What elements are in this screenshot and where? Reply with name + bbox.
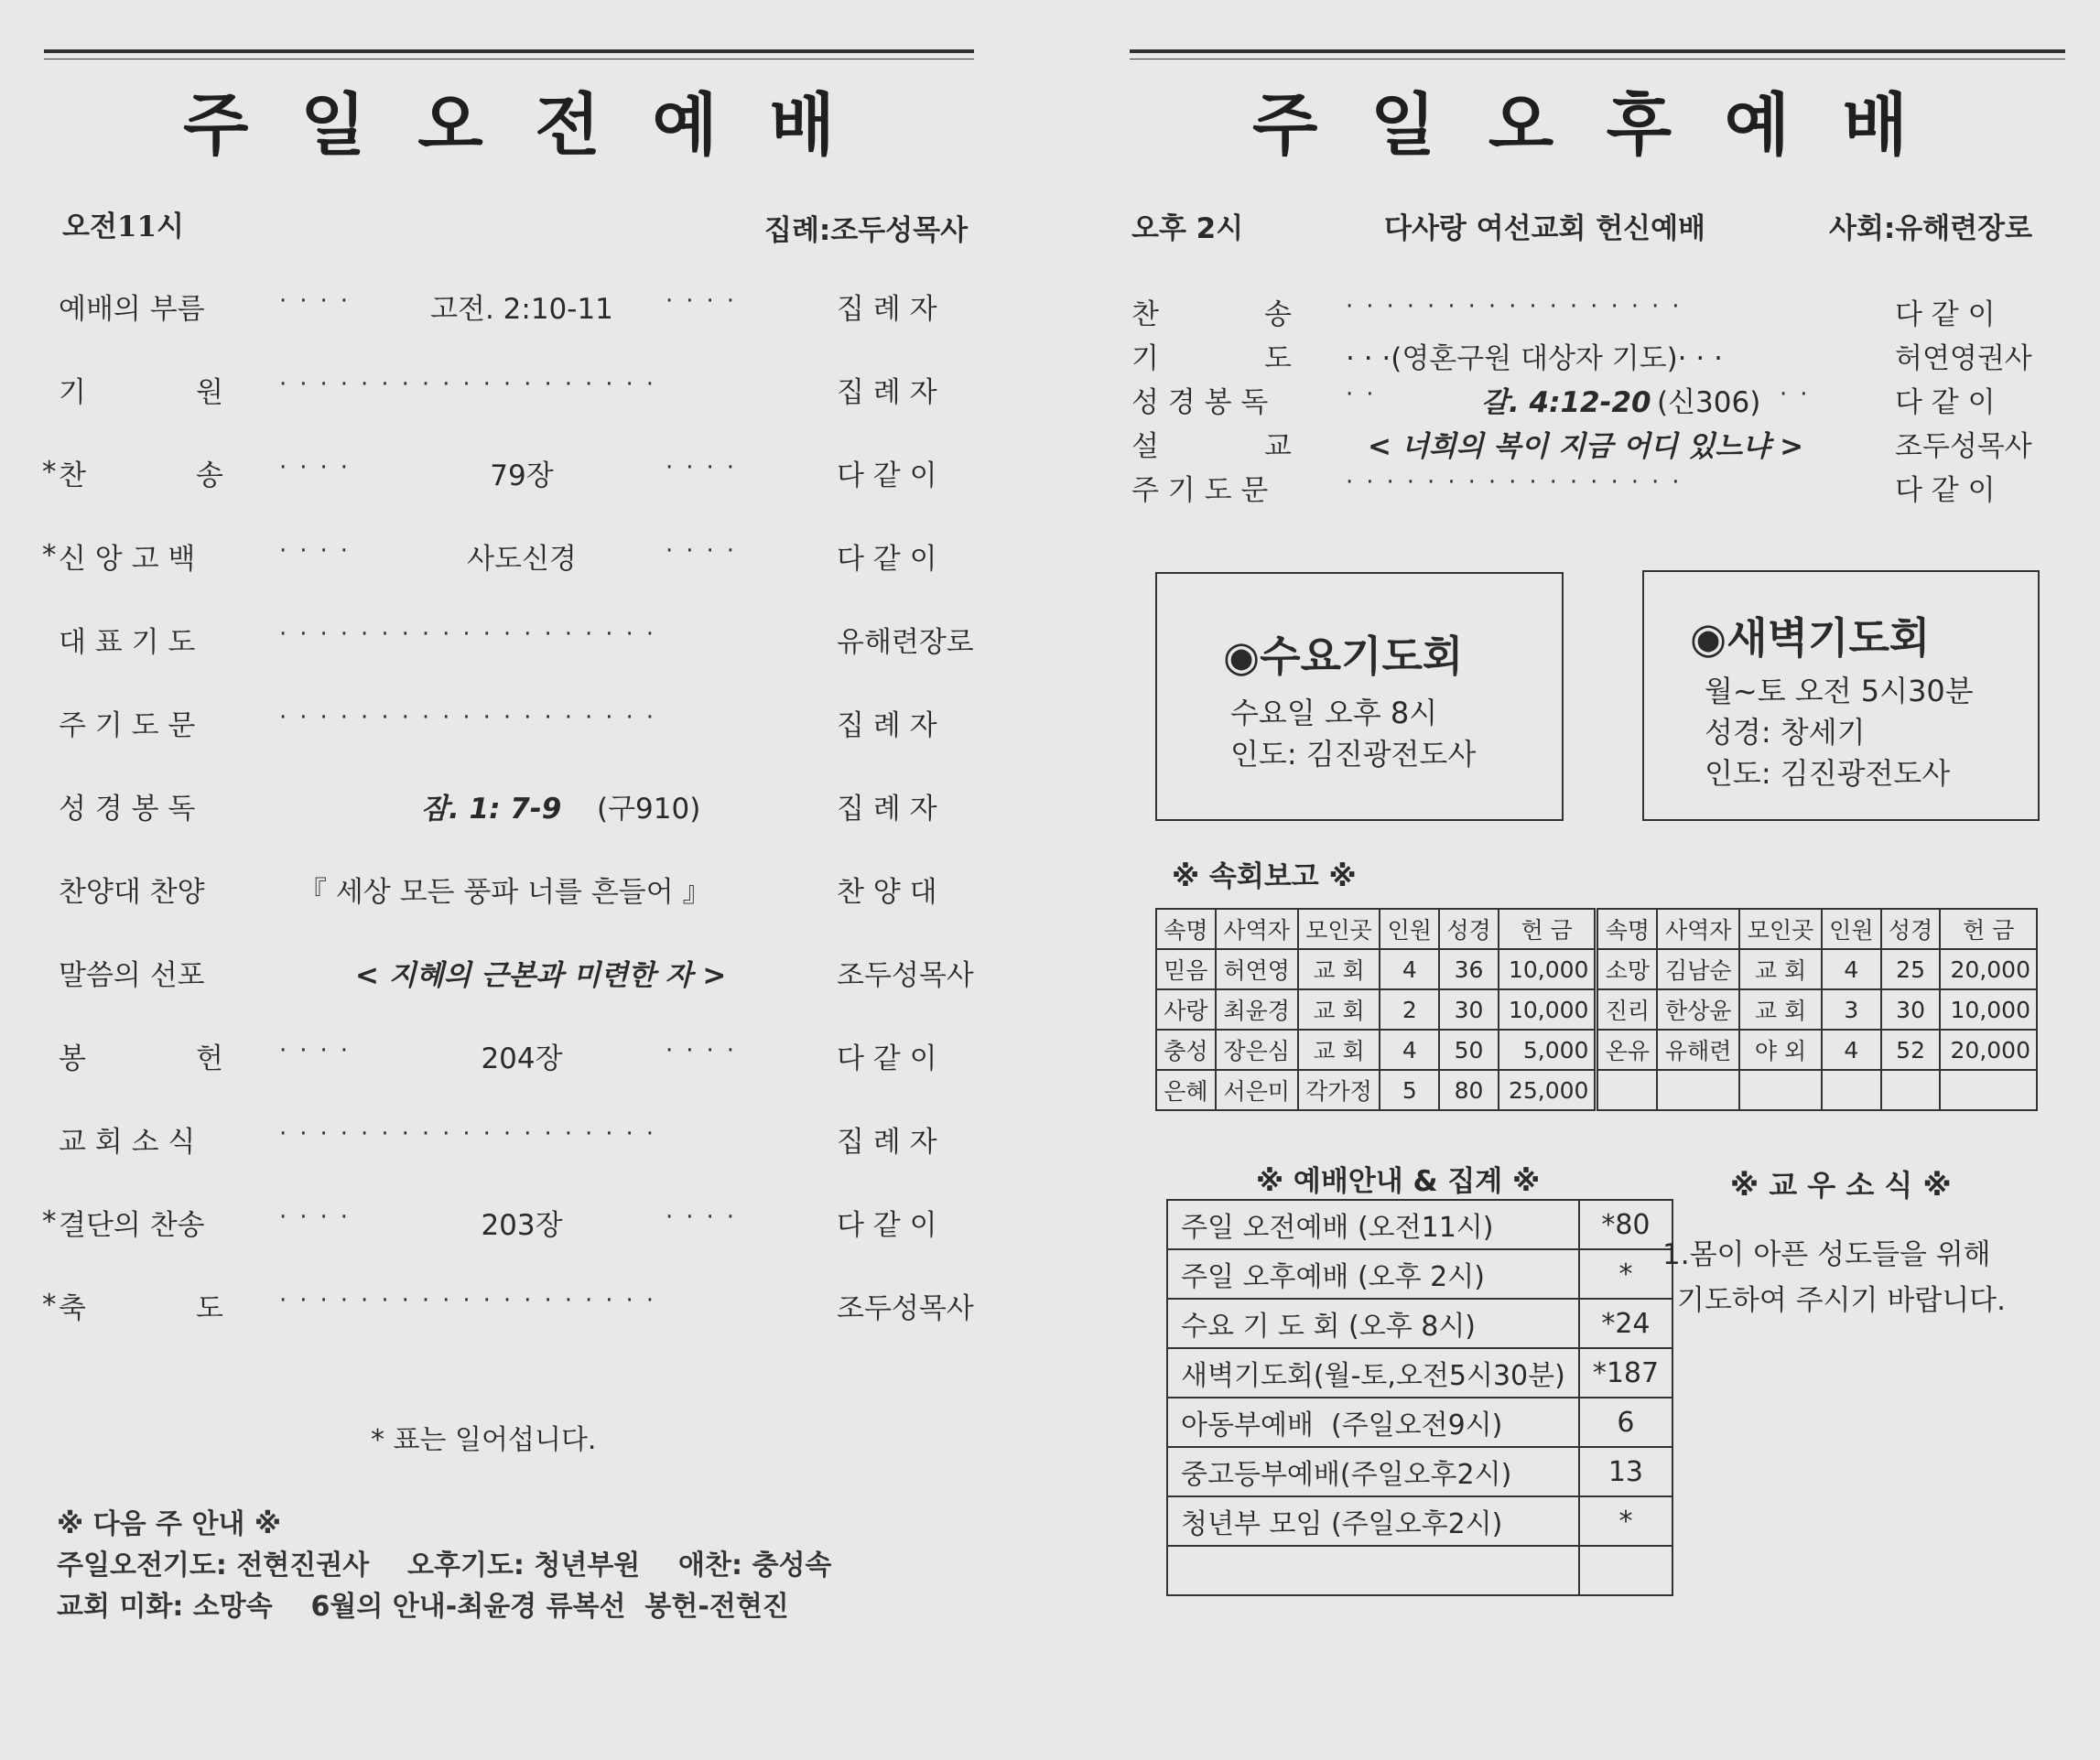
order-item-label: 예배의 부름 <box>59 293 205 326</box>
order-item-detail: (구910) <box>597 793 701 826</box>
afternoon-title-char: 배 <box>1842 86 1908 165</box>
table-cell: 20,000 <box>1940 949 2037 989</box>
afternoon-top-rule <box>1130 49 2065 53</box>
standing-mark: * <box>42 456 57 489</box>
table-cell: 서은미 <box>1216 1070 1298 1110</box>
order-item-label: 말씀의 선포 <box>59 959 205 992</box>
dot-leader: ················· <box>1346 469 1693 496</box>
table-cell: 4 <box>1380 1030 1439 1070</box>
order-item-leader: 허연영권사 <box>1895 342 2032 375</box>
attendance-count: * <box>1579 1249 1672 1299</box>
morning-title-char: 배 <box>769 86 835 165</box>
dot-leader: ···· <box>279 537 362 565</box>
afternoon-time: 오후 2시 <box>1131 212 1244 245</box>
table-cell <box>1597 1070 1657 1110</box>
wednesday-prayer-leader: 인도: 김진광전도사 <box>1230 737 1477 772</box>
label-char: 축 <box>59 1292 86 1325</box>
table-cell: 유해련 <box>1657 1030 1739 1070</box>
standing-mark: * <box>42 1205 57 1238</box>
dot-leader: ···· <box>279 287 362 315</box>
afternoon-title-char: 예 <box>1724 86 1791 165</box>
dot-leader: ·· <box>1780 381 1821 408</box>
table-header-row <box>1156 909 2037 949</box>
order-item-leader: 다 같 이 <box>1895 474 1996 507</box>
dot-leader: ··················· <box>279 704 667 731</box>
order-item-leader: 다 같 이 <box>1895 298 1996 331</box>
service-name: 새벽기도회(월-토,오전5시30분) <box>1167 1348 1579 1398</box>
label-char: 설 <box>1131 430 1159 463</box>
morning-title-char: 전 <box>535 86 601 165</box>
afternoon-title-char: 주 <box>1252 86 1318 165</box>
attendance-count <box>1579 1546 1672 1595</box>
dot-leader: ···· <box>666 537 748 565</box>
service-name: 중고등부예배(주일오후2시) <box>1167 1447 1579 1496</box>
order-item-label <box>59 452 223 493</box>
order-item-leader: 다 같 이 <box>1895 386 1996 419</box>
order-item-label <box>1131 291 1292 332</box>
next-week-line1: 주일오전기도: 전현진권사 오후기도: 청년부원 애찬: 충성속 <box>57 1549 832 1582</box>
label-char: 도 <box>1264 342 1292 375</box>
order-item-leader: 다 같 이 <box>837 543 937 576</box>
order-item-leader: 집 례 자 <box>837 1126 937 1159</box>
table-cell: 50 <box>1439 1030 1499 1070</box>
column-header: 사역자 <box>1216 909 1298 949</box>
column-header: 헌 금 <box>1940 909 2037 949</box>
attendance-count: * <box>1579 1496 1672 1546</box>
order-item-label: 신 앙 고 백 <box>59 543 196 576</box>
service-name: 주일 오전예배 (오전11시) <box>1167 1200 1579 1249</box>
order-item-detail: 사도신경 <box>467 543 577 576</box>
order-item-detail: 『 세상 모든 풍파 너를 흔들어 』 <box>298 876 711 909</box>
dot-leader: ···· <box>279 454 362 481</box>
table-cell: 한상윤 <box>1657 989 1739 1030</box>
label-char: 기 <box>59 376 86 409</box>
table-cell: 25,000 <box>1499 1070 1597 1110</box>
column-header: 성경 <box>1439 909 1499 949</box>
table-cell: 장은심 <box>1216 1030 1298 1070</box>
table-cell: 5 <box>1380 1070 1439 1110</box>
attendance-title: ※ 예배안내 & 집계 ※ <box>1256 1165 1541 1198</box>
members-news-line2: 기도하여 주시기 바랍니다. <box>1677 1284 2006 1317</box>
table-cell: 30 <box>1439 989 1499 1030</box>
cell-report-title: ※ 속회보고 ※ <box>1172 860 1357 893</box>
afternoon-officiant: 사회:유해련장로 <box>1829 212 2033 245</box>
order-item-label: 찬양대 찬양 <box>59 876 205 909</box>
table-cell: 야 외 <box>1739 1030 1822 1070</box>
order-item-label <box>59 369 223 410</box>
table-cell: 3 <box>1822 989 1881 1030</box>
order-item-label <box>59 1035 223 1076</box>
order-item-leader: 조두성목사 <box>837 1292 974 1325</box>
order-item-label: 주 기 도 문 <box>1131 474 1269 507</box>
table-cell: 진리 <box>1597 989 1657 1030</box>
table-row <box>1156 949 2037 989</box>
next-week-title: ※ 다음 주 안내 ※ <box>57 1508 282 1540</box>
order-item-label: 대 표 기 도 <box>59 626 196 659</box>
table-row <box>1167 1447 1672 1496</box>
table-cell: 사랑 <box>1156 989 1216 1030</box>
order-item-label <box>1131 335 1292 376</box>
label-char: 기 <box>1131 342 1159 375</box>
table-cell: 4 <box>1822 949 1881 989</box>
order-item-detail-emphasis: 잠. 1: 7-9 <box>421 793 562 826</box>
table-cell: 온유 <box>1597 1030 1657 1070</box>
members-news-title: ※ 교 우 소 식 ※ <box>1730 1168 1952 1203</box>
dot-leader: ·· <box>1346 381 1387 408</box>
table-row <box>1167 1200 1672 1249</box>
dawn-prayer-leader: 인도: 김진광전도사 <box>1705 756 1951 791</box>
table-row <box>1156 989 2037 1030</box>
service-name <box>1167 1546 1579 1595</box>
dot-leader: ···· <box>666 287 748 315</box>
order-item-leader: 찬 양 대 <box>837 876 937 909</box>
service-name: 청년부 모임 (주일오후2시) <box>1167 1496 1579 1546</box>
dot-leader: ················· <box>1346 293 1693 320</box>
label-char: 찬 <box>1131 298 1159 331</box>
dot-leader: ··················· <box>279 1120 667 1148</box>
order-item-leader: 집 례 자 <box>837 709 937 742</box>
morning-title-char: 예 <box>652 86 718 165</box>
members-news-line1: 1.몸이 아픈 성도들을 위해 <box>1662 1238 1991 1271</box>
table-row <box>1167 1496 1672 1546</box>
service-name: 수요 기 도 회 (오후 8시) <box>1167 1299 1579 1348</box>
label-char: 송 <box>1264 298 1292 331</box>
table-cell: 최윤경 <box>1216 989 1298 1030</box>
table-cell: 52 <box>1881 1030 1941 1070</box>
attendance-table <box>1166 1199 1673 1596</box>
morning-time: 오전11시 <box>62 211 184 243</box>
table-cell <box>1657 1070 1739 1110</box>
order-item-detail: (신306) <box>1657 386 1761 419</box>
afternoon-title-char: 오 <box>1488 86 1554 165</box>
table-row <box>1167 1249 1672 1299</box>
order-item-leader: 집 례 자 <box>837 376 937 409</box>
column-header: 모인곳 <box>1739 909 1822 949</box>
order-item-leader: 집 례 자 <box>837 793 937 826</box>
table-row <box>1167 1398 1672 1447</box>
table-cell: 25 <box>1881 949 1941 989</box>
order-item-label: 주 기 도 문 <box>59 709 196 742</box>
label-char: 원 <box>196 376 223 409</box>
attendance-count: 6 <box>1579 1398 1672 1447</box>
order-item-detail: 79장 <box>490 459 554 492</box>
label-char: 찬 <box>59 459 86 492</box>
dawn-prayer-box <box>1642 570 2040 821</box>
attendance-count: 13 <box>1579 1447 1672 1496</box>
table-cell: 교 회 <box>1298 1030 1380 1070</box>
dawn-prayer-scripture: 성경: 창세기 <box>1705 715 1866 750</box>
table-cell: 10,000 <box>1499 989 1597 1030</box>
column-header: 속명 <box>1156 909 1216 949</box>
table-row <box>1167 1348 1672 1398</box>
column-header: 성경 <box>1881 909 1941 949</box>
morning-title <box>183 71 835 168</box>
order-item-label <box>59 1285 223 1326</box>
table-cell: 교 회 <box>1739 989 1822 1030</box>
table-cell: 20,000 <box>1940 1030 2037 1070</box>
cell-report-table <box>1155 908 2038 1111</box>
afternoon-title-char: 일 <box>1369 86 1436 165</box>
morning-stand-note: * 표는 일어섭니다. <box>371 1424 597 1456</box>
order-item-label: 성 경 봉 독 <box>1131 386 1269 419</box>
table-cell: 은혜 <box>1156 1070 1216 1110</box>
table-row <box>1156 1030 2037 1070</box>
next-week-line2: 교회 미화: 소망속 6월의 안내-최윤경 류복선 봉헌-전현진 <box>57 1591 789 1623</box>
table-cell: 10,000 <box>1940 989 2037 1030</box>
order-item-label <box>1131 423 1292 464</box>
afternoon-event: 다사랑 여선교회 헌신예배 <box>1384 212 1705 245</box>
wednesday-prayer-time: 수요일 오후 8시 <box>1230 696 1438 730</box>
dot-leader: ···· <box>279 1037 362 1064</box>
label-char: 교 <box>1264 430 1292 463</box>
dot-leader: ··················· <box>279 1287 667 1314</box>
morning-officiant: 집례:조두성목사 <box>764 214 969 247</box>
table-cell: 충성 <box>1156 1030 1216 1070</box>
morning-title-char: 오 <box>417 86 483 165</box>
order-item-leader: 다 같 이 <box>837 459 937 492</box>
order-item-leader: 조두성목사 <box>837 959 974 992</box>
column-header: 속명 <box>1597 909 1657 949</box>
table-row <box>1167 1299 1672 1348</box>
wednesday-prayer-title: ◉수요기도회 <box>1223 632 1464 681</box>
wednesday-prayer-box <box>1155 572 1564 821</box>
dot-leader: ···· <box>666 1204 748 1231</box>
order-item-leader: 조두성목사 <box>1895 430 2032 463</box>
label-char: 도 <box>196 1292 223 1325</box>
dot-leader: ···· <box>666 1037 748 1064</box>
table-cell: 교 회 <box>1739 949 1822 989</box>
label-char: 송 <box>196 459 223 492</box>
table-cell: 4 <box>1822 1030 1881 1070</box>
order-item-label: 결단의 찬송 <box>59 1209 205 1242</box>
afternoon-title-char: 후 <box>1606 86 1672 165</box>
table-cell <box>1822 1070 1881 1110</box>
dot-leader: ··················· <box>279 371 667 398</box>
table-cell: 80 <box>1439 1070 1499 1110</box>
table-cell: 2 <box>1380 989 1439 1030</box>
order-item-detail-emphasis: 갈. 4:12-20 <box>1481 386 1651 419</box>
order-item-detail: 고전. 2:10-11 <box>430 293 613 326</box>
morning-title-char: 주 <box>183 86 249 165</box>
table-cell: 교 회 <box>1298 949 1380 989</box>
column-header: 모인곳 <box>1298 909 1380 949</box>
table-cell: 허연영 <box>1216 949 1298 989</box>
table-cell: 5,000 <box>1499 1030 1597 1070</box>
column-header: 인원 <box>1822 909 1881 949</box>
table-row <box>1167 1546 1672 1595</box>
standing-mark: * <box>42 1289 57 1322</box>
table-cell: 36 <box>1439 949 1499 989</box>
dawn-prayer-title: ◉새벽기도회 <box>1690 613 1931 663</box>
order-item-detail: 203장 <box>481 1209 563 1242</box>
table-cell: 김남순 <box>1657 949 1739 989</box>
order-item-label: 교 회 소 식 <box>59 1126 196 1159</box>
table-cell: 소망 <box>1597 949 1657 989</box>
order-item-detail: 204장 <box>481 1042 563 1075</box>
column-header: 사역자 <box>1657 909 1739 949</box>
order-item-leader: 다 같 이 <box>837 1209 937 1242</box>
attendance-count: *187 <box>1579 1348 1672 1398</box>
table-cell: 30 <box>1881 989 1941 1030</box>
label-char: 봉 <box>59 1042 86 1075</box>
dot-leader: ···· <box>666 454 748 481</box>
table-cell: 10,000 <box>1499 949 1597 989</box>
column-header: 헌 금 <box>1499 909 1597 949</box>
afternoon-title <box>1252 71 1908 168</box>
table-cell: 믿음 <box>1156 949 1216 989</box>
table-cell <box>1881 1070 1941 1110</box>
order-item-leader: 다 같 이 <box>837 1042 937 1075</box>
order-item-detail-emphasis: < 너희의 복이 지금 어디 있느냐 > <box>1368 430 1804 463</box>
dot-leader: ···· <box>279 1204 362 1231</box>
order-item-leader: 유해련장로 <box>837 626 974 659</box>
table-cell <box>1940 1070 2037 1110</box>
label-char: 헌 <box>196 1042 223 1075</box>
table-row <box>1156 1070 2037 1110</box>
attendance-count: *24 <box>1579 1299 1672 1348</box>
dot-leader: ··················· <box>279 621 667 648</box>
column-header: 인원 <box>1380 909 1439 949</box>
order-item-leader: 집 례 자 <box>837 293 937 326</box>
order-item-label: 성 경 봉 독 <box>59 793 196 826</box>
standing-mark: * <box>42 539 57 572</box>
table-cell: 4 <box>1380 949 1439 989</box>
table-cell: 각가정 <box>1298 1070 1380 1110</box>
order-item-detail-emphasis: < 지혜의 근본과 미련한 자 > <box>355 959 727 992</box>
morning-title-char: 일 <box>300 86 366 165</box>
order-item-detail: · · ·(영혼구원 대상자 기도)· · · <box>1346 342 1723 375</box>
table-cell <box>1739 1070 1822 1110</box>
table-cell: 교 회 <box>1298 989 1380 1030</box>
service-name: 아동부예배 (주일오전9시) <box>1167 1398 1579 1447</box>
attendance-count: *80 <box>1579 1200 1672 1249</box>
service-name: 주일 오후예배 (오후 2시) <box>1167 1249 1579 1299</box>
morning-top-rule <box>44 49 974 53</box>
dawn-prayer-time: 월~토 오전 5시30분 <box>1705 674 1974 708</box>
